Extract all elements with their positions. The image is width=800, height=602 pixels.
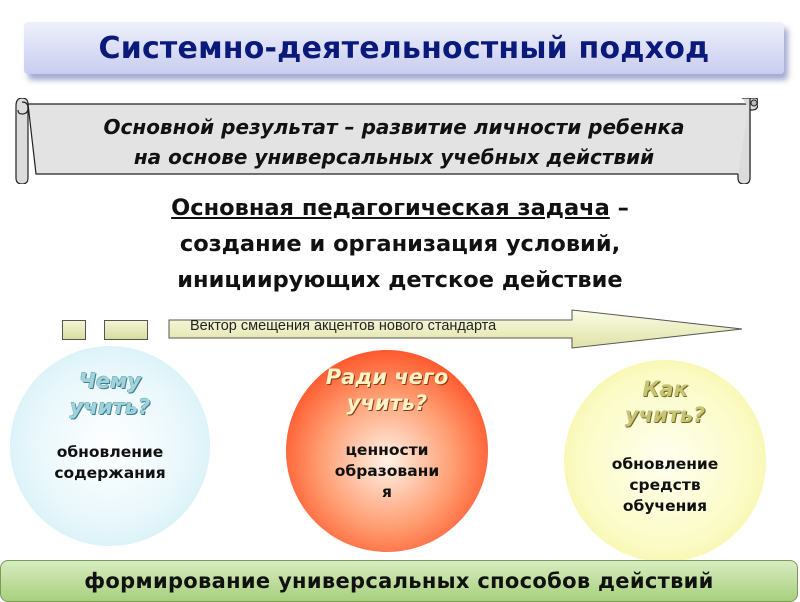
bottom-banner bbox=[0, 560, 798, 602]
vector-label: Вектор смещения акцентов нового стандарта bbox=[190, 318, 497, 334]
result-line-2: на основе универсальных учебных действий bbox=[133, 145, 655, 169]
question-what: Чему учить? bbox=[69, 369, 151, 419]
question-how: Как учить? bbox=[624, 377, 706, 427]
title-banner bbox=[24, 22, 784, 74]
circle-why bbox=[286, 350, 488, 552]
circle-how bbox=[564, 360, 766, 562]
question-why: Ради чего учить? bbox=[325, 365, 449, 415]
task-line-2: создание и организация условий, bbox=[179, 231, 621, 257]
small-square-2 bbox=[104, 320, 148, 340]
task-heading: Основная педагогическая задача bbox=[171, 195, 610, 221]
result-line-1: Основной результат – развитие личности ребенка bbox=[103, 115, 685, 139]
answer-what: обновление содержания bbox=[54, 443, 166, 482]
bottom-text: формирование универсальных способов действий bbox=[84, 569, 714, 593]
pedagogical-task bbox=[90, 190, 710, 298]
small-square-1 bbox=[62, 320, 86, 340]
answer-why: ценности образовани я bbox=[334, 441, 440, 501]
vector-arrow bbox=[168, 308, 744, 350]
task-line-1 bbox=[90, 190, 710, 226]
result-text bbox=[44, 108, 744, 176]
circle-what bbox=[10, 346, 210, 546]
result-scroll-banner bbox=[14, 98, 758, 184]
task-line-3: инициирующих детское действие bbox=[177, 267, 623, 293]
answer-how: обновление средств обучения bbox=[611, 455, 719, 515]
page-title: Системно-деятельностный подход bbox=[98, 30, 710, 66]
task-dash: – bbox=[609, 195, 629, 221]
